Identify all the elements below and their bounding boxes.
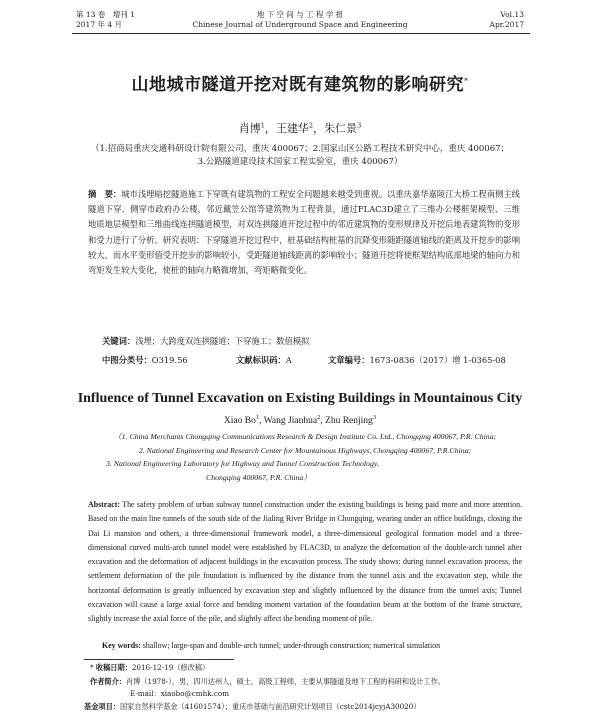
volume-en: Vol.13 — [500, 10, 524, 19]
publication-date: 2017 年 4 月 — [76, 20, 123, 29]
author-affiliation-mark: 3 — [372, 414, 377, 421]
author-name: 肖博 — [238, 122, 261, 135]
date-en: Apr.2017 — [489, 20, 524, 29]
keywords-text-cn: 浅埋；大跨度双连拱隧道；下穿施工；数值模拟 — [135, 336, 310, 346]
article-number-value: 1673-0836（2017）增 1-0365-08 — [369, 355, 506, 365]
keywords-cn — [102, 335, 309, 347]
abstract-label-en: Abstract: — [88, 500, 120, 509]
affiliation-line: Chongqing 400067, P.R. China） — [206, 472, 312, 482]
affiliation-line: 3. National Engineering Laboratory for Highway and Tunnel Construction Technology, — [106, 459, 379, 468]
author-separator: , — [320, 416, 326, 427]
journal-name-cn: 地 下 空 间 与 工 程 学 报 — [256, 10, 344, 19]
author-name: Zhu Renjing — [325, 416, 373, 427]
affiliations-cn — [60, 143, 540, 169]
affiliations-en — [70, 430, 540, 484]
header-divider — [72, 33, 530, 34]
keywords-label-en: Key words: — [102, 641, 141, 650]
keywords-label-cn: 关键词： — [102, 336, 136, 346]
footnote-bullet: * — [90, 663, 96, 672]
author-separator: ， — [264, 122, 276, 135]
title-text-cn: 山地城市隧道开挖对既有建筑物的影响研究 — [131, 75, 464, 95]
author-separator: , — [259, 416, 264, 427]
author-affiliation-mark: 1 — [255, 414, 260, 421]
keywords-text-en: shallow; large-span and double-arch tunnel; under-through construction; numerical simulation — [142, 641, 441, 650]
affiliation-line: （1.招商局重庆交通科研设计院有限公司，重庆 400067；2.国家山区公路工程技术研究中心，重庆 400067； — [90, 144, 510, 154]
footnote-divider — [84, 659, 234, 660]
author-name: 王建华 — [275, 122, 309, 135]
affiliation-line: （1. China Merchants Chongqing Communications Research & Design Institute Co. Ltd., Chongqing 400067, P.R. China; — [113, 432, 497, 441]
footnote-author-bio — [90, 676, 530, 687]
abstract-label-cn: 摘 要： — [88, 189, 122, 199]
article-number-label: 文章编号： — [328, 355, 370, 365]
clc-label: 中图分类号： — [102, 355, 152, 365]
affiliation-line: 3.公路隧道建设技术国家工程实验室，重庆 400067） — [197, 157, 403, 167]
keywords-en — [102, 641, 440, 650]
running-header-right — [490, 10, 524, 30]
abstract-cn — [88, 187, 520, 278]
author-affiliation-mark: 2 — [317, 414, 321, 421]
volume-issue: 第 13 卷 增刊 1 — [76, 10, 135, 19]
journal-name-en: Chinese Journal of Underground Space and Engineering — [192, 20, 408, 29]
author-name: Wang Jianhua — [263, 416, 318, 427]
author-name: 朱仁景 — [324, 122, 358, 135]
paper-title-cn — [0, 70, 600, 95]
title-footnote-mark: * — [464, 76, 469, 86]
received-date: 2016-12-19（修改稿） — [131, 663, 210, 672]
bio-text: 肖博（1978-），男，四川达州人，硕士，高级工程师，主要从事隧道及地下工程的科研和设计工作。 — [125, 677, 445, 686]
author-list-cn — [0, 120, 600, 136]
document-code-label: 文献标识码： — [236, 355, 286, 365]
paper-title-en: Influence of Tunnel Excavation on Existing Buildings in Mountainous City — [77, 391, 523, 406]
abstract-text-en: The safety problem of urban subway tunnel construction under the existing buildings is being paid more and more attention. Based on the main line tunnels of the south side of the Jialing River Bridge in Chongqing, wearing under an office buildings, closing the Dai Li mansion and others, a three-dimensional framework model, a three-dimensional geological formation model and a three-dimensional curved multi-arch tunnel model were established by FLAC3D, to analyze the deformation of the double-arch tunnel after excavation and the deformation of adjacent buildings in the excavation process. The study shows: during tunnel excavation process, the settlement deformation of the pile foundation is influenced by the distance from the tunnel axis and the excavation step, while the horizontal deformation is greatly influenced by excavation step and slightly influenced by the distance from the tunnel axis; Tunnel excavation will cause a large axial force and bending moment variation of the foundation beam at the bottom of the frame structure, slightly increase the axial force of the pile, and slightly affect the bending moment of pile. — [88, 500, 522, 624]
abstract-en — [88, 498, 522, 627]
footnote-funding — [84, 701, 524, 712]
author-list-en — [0, 414, 600, 426]
author-affiliation-mark: 3 — [357, 121, 362, 130]
footnote-email: E-mail：xiaobo@cmhk.com — [130, 689, 230, 698]
article-number — [328, 354, 506, 366]
fund-label: 基金项目： — [84, 702, 120, 711]
author-separator: ， — [313, 122, 325, 135]
received-label: 收稿日期： — [95, 663, 132, 672]
document-code — [236, 354, 292, 366]
footnote-received — [90, 662, 530, 673]
author-name: Xiao Bo — [223, 416, 256, 427]
document-code-value: A — [285, 355, 292, 365]
author-affiliation-mark: 1 — [260, 121, 265, 130]
abstract-text-cn: 城市浅埋暗挖隧道施工下穿既有建筑物的工程安全问题越来越受到重视。以重庆嘉华嘉陵江大桥工程南侧主线隧道下穿、侧穿市政府办公楼，邻近戴笠公馆等建筑物为工程背景，通过FLAC3D建立了三维办公楼框架模型、三维地质地层模型和三维曲线连拱隧道模型，对双连拱隧道开挖过程中的邻近建筑物的变形规律及开挖后地表建筑物的变形和受力进行了分析。研究表明：下穿隧道开挖过程中，桩基础结构桩基的沉降变形随距隧道轴线的距离及开挖步的影响较大，而水平变形值受开挖步的影响较小，受距隧道轴线距离的影响较小；隧道开挖将使框架结构底部地梁的轴向力和弯矩发生较大变化，使桩的轴向力略微增加，弯矩略微变化。 — [88, 189, 520, 276]
clc-number — [102, 354, 188, 366]
clc-value: O319.56 — [151, 355, 188, 365]
author-affiliation-mark: 2 — [308, 121, 314, 130]
affiliation-line: 2. National Engineering and Research Center for Mountainous Highways, Chongqing 400067, P.R.China; — [138, 445, 472, 455]
bio-label: 作者简介： — [90, 677, 126, 686]
fund-text: 国家自然科学基金（41601574）；重庆市基础与前沿研究计划项目（cstc2014jcyjA30020） — [119, 702, 421, 711]
